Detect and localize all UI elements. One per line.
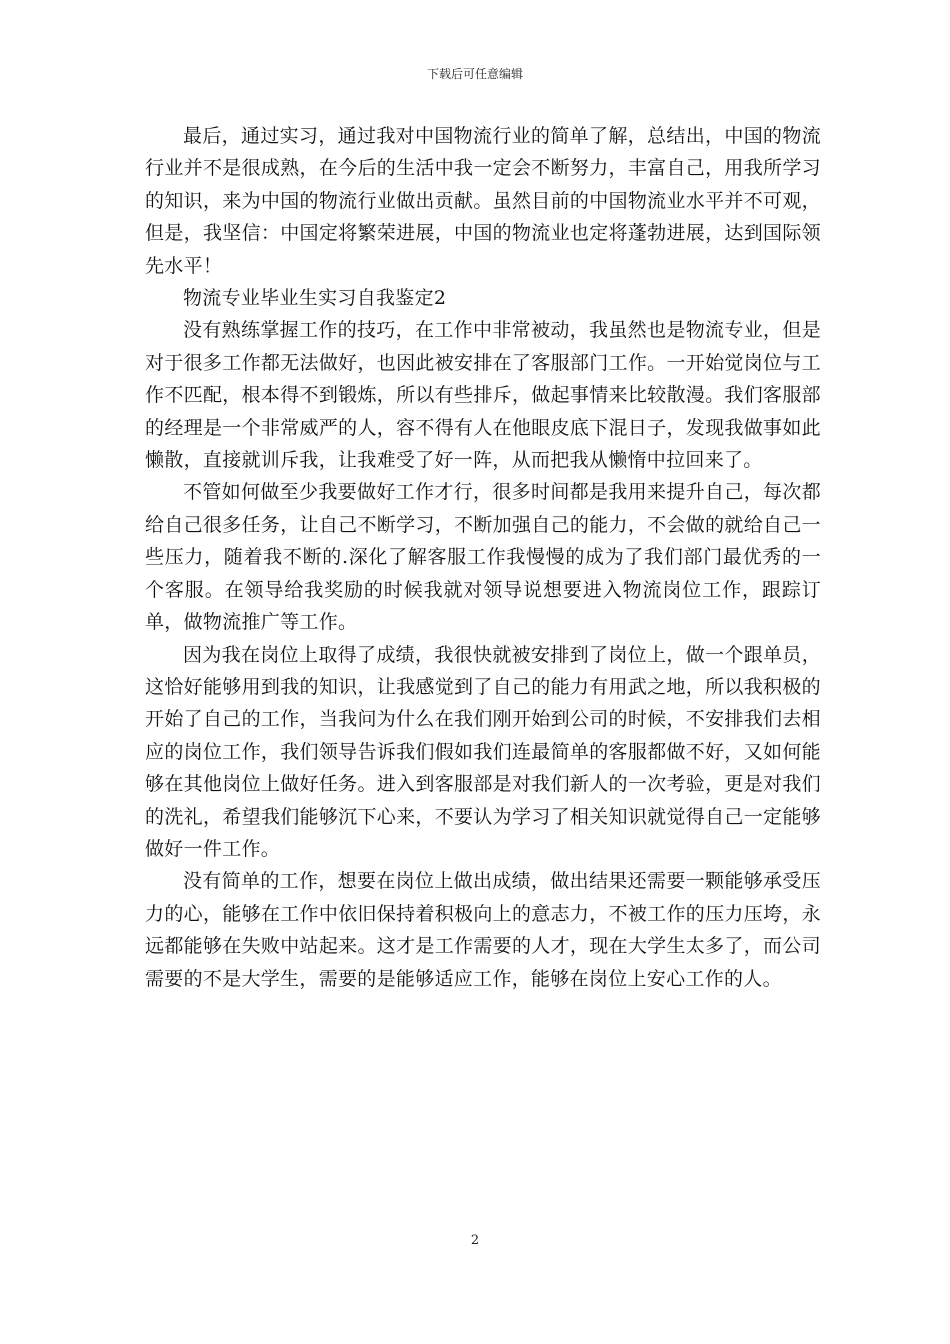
- paragraph: 没有简单的工作，想要在岗位上做出成绩，做出结果还需要一颗能够承受压力的心，能够在工作中依旧保持着积极向上的意志力，不被工作的压力压垮，永远都能够在失败中站起来。这才是工作需要的人才，现在大学生太多了，而公司需要的不是大学生，需要的是能够适应工作，能够在岗位上安心工作的人。: [145, 870, 821, 990]
- paragraph: 因为我在岗位上取得了成绩，我很快就被安排到了岗位上，做一个跟单员，这恰好能够用到我的知识，让我感觉到了自己的能力有用武之地，所以我积极的开始了自己的工作，当我问为什么在我们刚开始到公司的时候，不安排我们去相应的岗位工作，我们领导告诉我们假如我们连最简单的客服都做不好，又如何能够在其他岗位上做好任务。进入到客服部是对我们新人的一次考验，更是对我们的洗礼，希望我们能够沉下心来，不要认为学习了相关知识就觉得自己一定能够做好一件工作。: [145, 643, 821, 860]
- paragraph: 不管如何做至少我要做好工作才行，很多时间都是我用来提升自己，每次都给自己很多任务，让自己不断学习，不断加强自己的能力，不会做的就给自己一些压力，随着我不断的.深化了解客服工作我慢慢的成为了我们部门最优秀的一个客服。在领导给我奖励的时候我就对领导说想要进入物流岗位工作，跟踪订单，做物流推广等工作。: [145, 481, 821, 634]
- section-heading: 物流专业毕业生实习自我鉴定2: [183, 287, 447, 310]
- page-footer: [0, 1233, 950, 1249]
- paragraph: 没有熟练掌握工作的技巧，在工作中非常被动，我虽然也是物流专业，但是对于很多工作都无法做好，也因此被安排在了客服部门工作。一开始觉岗位与工作不匹配，根本得不到锻炼，所以有些排斥，做起事情来比较散漫。我们客服部的经理是一个非常威严的人，容不得有人在他眼皮底下混日子，发现我做事如此懒散，直接就训斥我，让我难受了好一阵，从而把我从懒惰中拉回来了。: [145, 319, 821, 472]
- header-note: 下载后可任意编辑: [426, 67, 523, 81]
- document-body: [145, 120, 821, 995]
- page-header: [0, 66, 950, 82]
- page-number: 2: [470, 1233, 480, 1248]
- paragraph-conclusion: 最后，通过实习，通过我对中国物流行业的简单了解，总结出，中国的物流行业并不是很成熟，在今后的生活中我一定会不断努力，丰富自己，用我所学习的知识，来为中国的物流行业做出贡献。虽然目前的中国物流业水平并不可观，但是，我坚信：中国定将繁荣进展，中国的物流业也定将蓬勃进展，达到国际领先水平！: [145, 125, 821, 277]
